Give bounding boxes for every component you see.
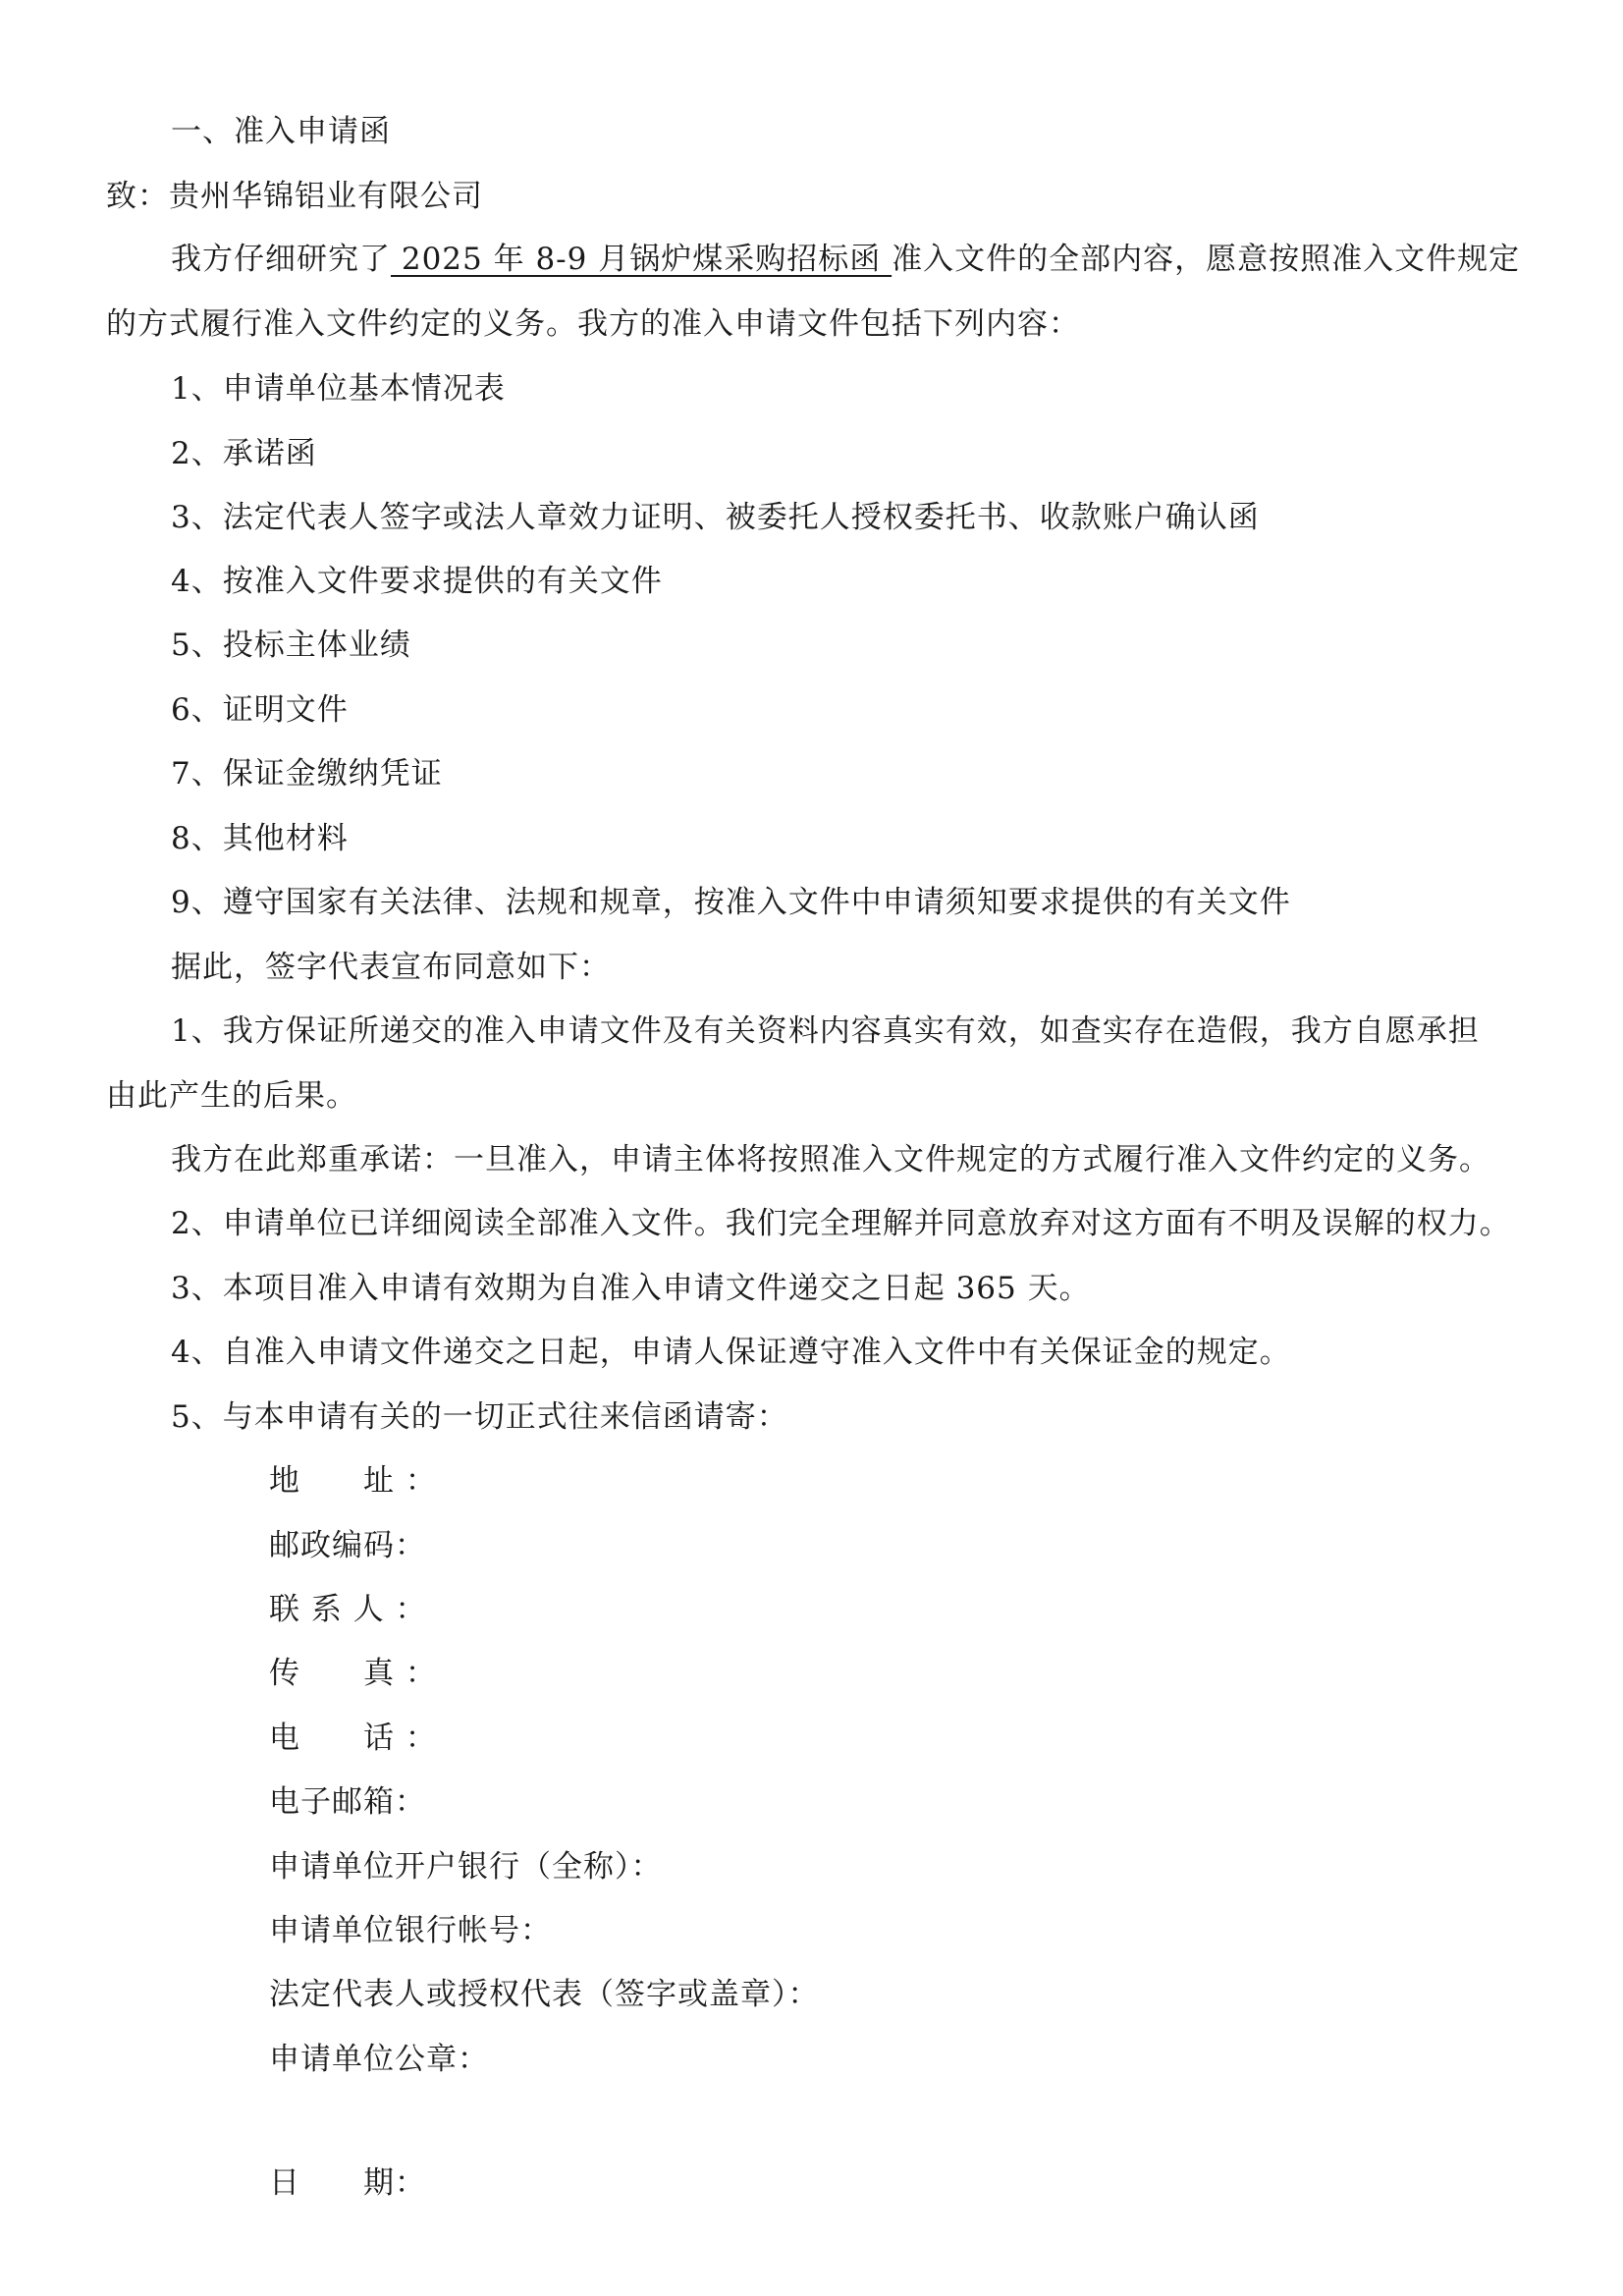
contents-item: 3、法定代表人签字或法人章效力证明、被委托人授权委托书、收款账户确认函 (171, 500, 1260, 535)
contents-item: 1、申请单位基本情况表 (171, 371, 506, 407)
contents-item: 5、投标主体业绩 (171, 628, 411, 663)
contact-label: 联 系 人 ： (269, 1592, 427, 1627)
bank-label: 申请单位开户银行（全称）： (269, 1849, 663, 1885)
seal-label: 申请单位公章： (269, 2042, 489, 2077)
postcode-label: 邮政编码： (269, 1528, 426, 1563)
intro-suffix: 准入文件的全部内容，愿意按照准入文件规定 (892, 242, 1521, 277)
phone-label: 电 话 ： (269, 1721, 437, 1756)
project-name: 2025 年 8-9 月锅炉煤采购招标函 (391, 242, 893, 277)
point-2: 2、申请单位已详细阅读全部准入文件。我们完全理解并同意放弃对这方面有不明及误解的权力。 (171, 1206, 1511, 1241)
declaration: 据此，签字代表宣布同意如下： (171, 950, 611, 985)
fax-label: 传 真 ： (269, 1656, 437, 1691)
point-1-line-1: 1、我方保证所递交的准入申请文件及有关资料内容真实有效，如查实存在造假，我方自愿承担 (171, 1013, 1480, 1049)
address-label: 地 址 ： (269, 1463, 437, 1499)
representative-label: 法定代表人或授权代表（签字或盖章）： (269, 1977, 820, 2012)
contents-item: 2、承诺函 (171, 436, 317, 471)
point-4: 4、自准入申请文件递交之日起，申请人保证遵守准入文件中有关保证金的规定。 (171, 1335, 1291, 1370)
point-1-line-2: 由此产生的后果。 (106, 1078, 357, 1114)
intro-line-2: 的方式履行准入文件约定的义务。我方的准入申请文件包括下列内容： (106, 306, 1080, 342)
email-label: 电子邮箱： (269, 1784, 426, 1820)
intro-line-1 (171, 240, 1520, 279)
account-label: 申请单位银行帐号： (269, 1913, 552, 1948)
intro-prefix: 我方仔细研究了 (171, 242, 391, 277)
date-label: 日 期： (269, 2165, 426, 2201)
contents-item: 6、证明文件 (171, 692, 349, 728)
point-3: 3、本项目准入申请有效期为自准入申请文件递交之日起 365 天。 (171, 1271, 1091, 1306)
contents-item: 4、按准入文件要求提供的有关文件 (171, 564, 663, 599)
contents-item: 8、其他材料 (171, 821, 349, 856)
contents-item: 9、遵守国家有关法律、法规和规章，按准入文件中申请须知要求提供的有关文件 (171, 885, 1291, 920)
commitment: 我方在此郑重承诺：一旦准入，申请主体将按照准入文件规定的方式履行准入文件约定的义务。 (171, 1142, 1490, 1177)
point-5: 5、与本申请有关的一切正式往来信函请寄： (171, 1399, 788, 1435)
addressee: 致：贵州华锦铝业有限公司 (106, 179, 483, 214)
contents-item: 7、保证金缴纳凭证 (171, 756, 443, 792)
section-heading: 一、准入申请函 (171, 114, 391, 149)
